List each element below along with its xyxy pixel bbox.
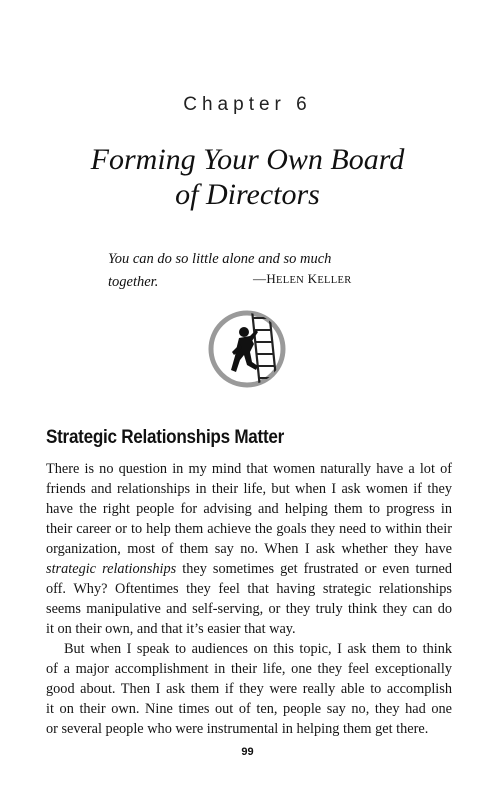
p2-line5: or several people who were instrumental in helping them get there. — [46, 721, 429, 737]
chapter-title-line1: Forming Your Own Board — [90, 143, 405, 176]
p1-line1: There is no question in my mind that women naturally have a lot of — [46, 461, 452, 477]
p1-line6-emphasis: strategic relationships — [46, 561, 177, 577]
p1-line4: their career or to help them achieve the goals they need to within their — [46, 521, 452, 537]
ladder-climber-icon — [206, 308, 288, 390]
p1-line6 — [46, 559, 452, 579]
chapter-title-line2: of Directors — [175, 178, 320, 211]
p1-line6-rest: they sometimes get frustrated or even turned — [176, 561, 452, 577]
p1-line9: it on their own, and that it’s easier that way. — [46, 621, 296, 637]
epigraph-attribution-text: —HELEN KELLER — [253, 271, 352, 286]
p1-line5: organization, most of them say no. When I ask whether they have — [46, 541, 452, 557]
body-text — [46, 459, 452, 739]
page-number: 99 — [241, 746, 254, 758]
p2-line2: of a major accomplishment in their life, one they feel exceptionally — [46, 661, 452, 677]
p1-line7: off. Why? Oftentimes they feel that having strategic relationships — [46, 581, 452, 597]
p2-line3: good about. Then I ask them if they were really able to accomplish — [46, 681, 452, 697]
p2-line1: But when I speak to audiences on this topic, I ask them to think — [64, 641, 452, 657]
chapter-label: Chapter 6 — [183, 94, 312, 115]
p1-line3: have the right people for advising and helping them to progress in — [46, 501, 452, 517]
epigraph-attribution — [253, 271, 352, 287]
epigraph-line2: together. — [108, 274, 159, 290]
p2-line4: it on their own. Nine times out of ten, people say no, they had one — [46, 701, 452, 717]
section-heading: Strategic Relationships Matter — [46, 427, 285, 448]
epigraph-line1: You can do so little alone and so much — [108, 251, 332, 267]
p1-line8: seems manipulative and self-serving, or they truly think they can do — [46, 601, 452, 617]
emblem-graphic — [206, 308, 288, 390]
p1-line2: friends and relationships in their life, but when I ask women if they — [46, 481, 452, 497]
chapter-title — [0, 142, 495, 212]
